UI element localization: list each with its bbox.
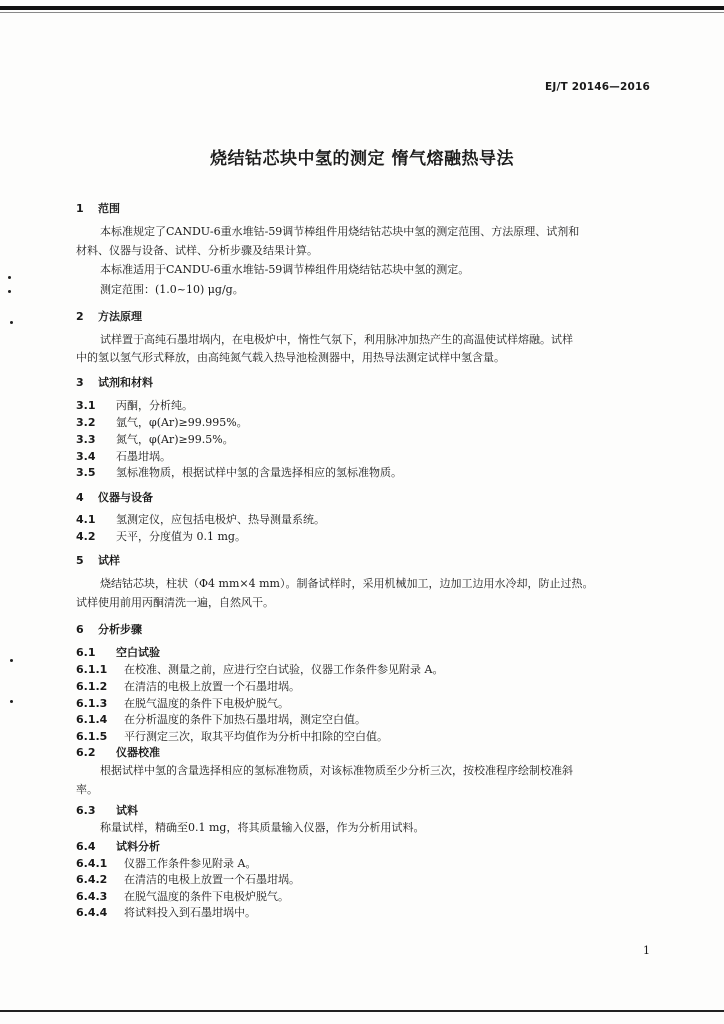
section-number: 3: [76, 376, 84, 389]
list-item: 6.1.3 在脱气温度的条件下电极炉脱气。: [76, 697, 289, 710]
paragraph: 试样置于高纯石墨坩埚内，在电极炉中，惰性气氛下，利用脉冲加热产生的高温使试样熔融。试样: [100, 333, 573, 346]
section-heading-6: [76, 622, 666, 637]
list-item: 3.5 氢标准物质，根据试样中氢的含量选择相应的氢标准物质。: [76, 466, 402, 479]
scan-mark: [8, 276, 11, 279]
paragraph: 本标准规定了CANDU-6重水堆钴-59调节棒组件用烧结钴芯块中氢的测定范围、方法原理、试剂和: [100, 225, 580, 238]
page-number: 1: [643, 944, 650, 957]
list-item: 6.4.4 将试料投入到石墨坩埚中。: [76, 906, 256, 919]
paragraph: 率。: [76, 783, 98, 796]
list-item: 6.4.2 在清洁的电极上放置一个石墨坩埚。: [76, 873, 300, 886]
scan-mark: [10, 700, 13, 703]
paragraph: 测定范围：(1.0~10) μg/g。: [100, 283, 244, 296]
section-title: 试样: [98, 554, 120, 567]
section-number: 6: [76, 623, 84, 636]
list-item: 3.3 氮气，φ(Ar)≥99.5%。: [76, 433, 234, 446]
list-item: 3.1 丙酮，分析纯。: [76, 399, 193, 412]
section-title: 仪器与设备: [98, 491, 153, 504]
list-item: 4.2 天平，分度值为 0.1 mg。: [76, 530, 246, 543]
section-heading-5: [76, 553, 666, 568]
subsection-heading-6-1: 6.1 空白试验: [76, 646, 160, 659]
subsection-heading-6-4: 6.4 试料分析: [76, 840, 160, 853]
section-heading-1: [76, 201, 666, 216]
paragraph: 称量试样，精确至0.1 mg，将其质量输入仪器，作为分析用试料。: [100, 821, 425, 834]
section-number: 4: [76, 491, 84, 504]
paragraph: 中的氢以氢气形式释放，由高纯氮气载入热导池检测器中，用热导法测定试样中氢含量。: [76, 351, 505, 364]
list-item: 6.1.1 在校准、测量之前，应进行空白试验，仪器工作条件参见附录 A。: [76, 663, 444, 676]
subsection-heading-6-3: 6.3 试料: [76, 804, 138, 817]
subsection-heading-6-2: 6.2 仪器校准: [76, 746, 160, 759]
standard-number: EJ/T 20146—2016: [545, 81, 650, 93]
list-item: 4.1 氢测定仪，应包括电极炉、热导测量系统。: [76, 513, 325, 526]
scan-mark: [10, 659, 13, 662]
paragraph: 材料、仪器与设备、试样、分析步骤及结果计算。: [76, 244, 318, 257]
list-item: 6.4.3 在脱气温度的条件下电极炉脱气。: [76, 890, 289, 903]
list-item: 6.4.1 仪器工作条件参见附录 A。: [76, 857, 257, 870]
section-number: 1: [76, 202, 84, 215]
section-number: 5: [76, 554, 84, 567]
top-rule-thin: [0, 12, 724, 13]
list-item: 3.2 氩气，φ(Ar)≥99.995%。: [76, 416, 248, 429]
list-item: 6.1.2 在清洁的电极上放置一个石墨坩埚。: [76, 680, 300, 693]
section-title: 分析步骤: [98, 623, 142, 636]
list-item: 6.1.5 平行测定三次，取其平均值作为分析中扣除的空白值。: [76, 730, 388, 743]
paragraph: 试样使用前用丙酮清洗一遍，自然风干。: [76, 596, 274, 609]
top-rule: [0, 6, 724, 10]
paragraph: 本标准适用于CANDU-6重水堆钴-59调节棒组件用烧结钴芯块中氢的测定。: [100, 263, 470, 276]
section-title: 试剂和材料: [98, 376, 153, 389]
section-title: 范围: [98, 202, 120, 215]
paragraph: 根据试样中氢的含量选择相应的氢标准物质，对该标准物质至少分析三次，按校准程序绘制校准斜: [100, 764, 573, 777]
section-heading-4: [76, 490, 666, 505]
list-item: 3.4 石墨坩埚。: [76, 450, 171, 463]
section-heading-3: [76, 375, 666, 390]
section-number: 2: [76, 310, 84, 323]
scan-mark: [10, 321, 13, 324]
bottom-rule: [0, 1010, 724, 1012]
scan-mark: [8, 290, 11, 293]
paragraph: 烧结钴芯块，柱状（Φ4 mm×4 mm）。制备试样时，采用机械加工，边加工边用水冷却，防止过热。: [100, 577, 594, 590]
section-heading-2: [76, 309, 666, 324]
list-item: 6.1.4 在分析温度的条件下加热石墨坩埚，测定空白值。: [76, 713, 366, 726]
section-title: 方法原理: [98, 310, 142, 323]
document-title: 烧结钴芯块中氢的测定 惰气熔融热导法: [210, 149, 514, 169]
